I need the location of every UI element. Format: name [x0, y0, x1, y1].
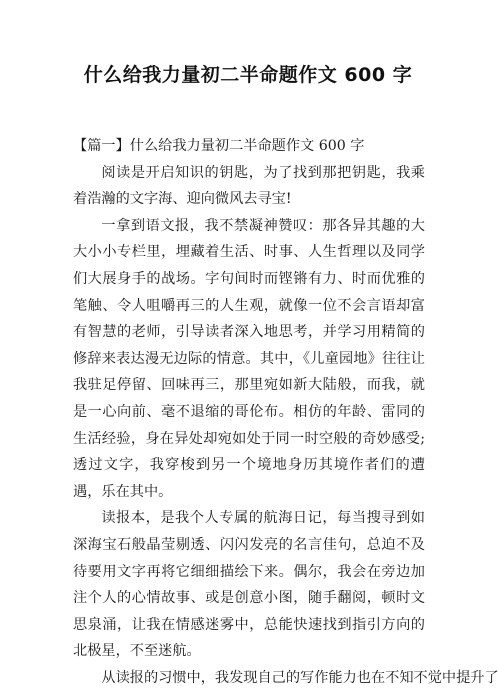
paragraph: 读报本，是我个人专属的航海日记，每当搜寻到如深海宝石般晶莹剔透、闪闪发亮的名言佳句，总迫不及待要用文字再将它细细描绘下来。偶尔，我会在旁边加注个人的心情故事、或是创意小图，随手翻阅，顿时文思泉涌，让我在情感迷雾中，总能快速找到指引方向的北极星，不至迷航。 [73, 510, 425, 660]
paragraph-cut-off: 从读报的习惯中，我发现自己的写作能力也在不知不觉中提升了 [101, 669, 499, 686]
document-body [73, 133, 499, 691]
document-title: 什么给我力量初二半命题作文 600 字 [83, 64, 413, 86]
paragraph: 阅读是开启知识的钥匙，为了找到那把钥匙，我乘着浩瀚的文字海、迎向微风去寻宝! [73, 164, 425, 208]
paragraph: 一拿到语文报，我不禁凝神赞叹：那各异其趣的大大小小专栏里，埋藏着生活、时事、人生哲理以及同学们大展身手的战场。字句间时而铿锵有力、时而优雅的笔触、令人咀嚼再三的人生观，就像一位不会言语却富有智慧的老师，引导读者深入地思考，并学习用精简的修辞来表达漫无边际的情意。其中，《儿童园地》往往让我驻足停留、回味再三，那里宛如新大陆般，而我，就是一心向前、毫不退缩的哥伦布。相仿的年龄、雷同的生活经验，身在异处却宛如处于同一时空般的奇妙感受;透过文字，我穿梭到另一个境地身历其境作者们的遭遇，乐在其中。 [73, 217, 425, 500]
section-heading: 【篇一】什么给我力量初二半命题作文 600 字 [73, 138, 365, 154]
